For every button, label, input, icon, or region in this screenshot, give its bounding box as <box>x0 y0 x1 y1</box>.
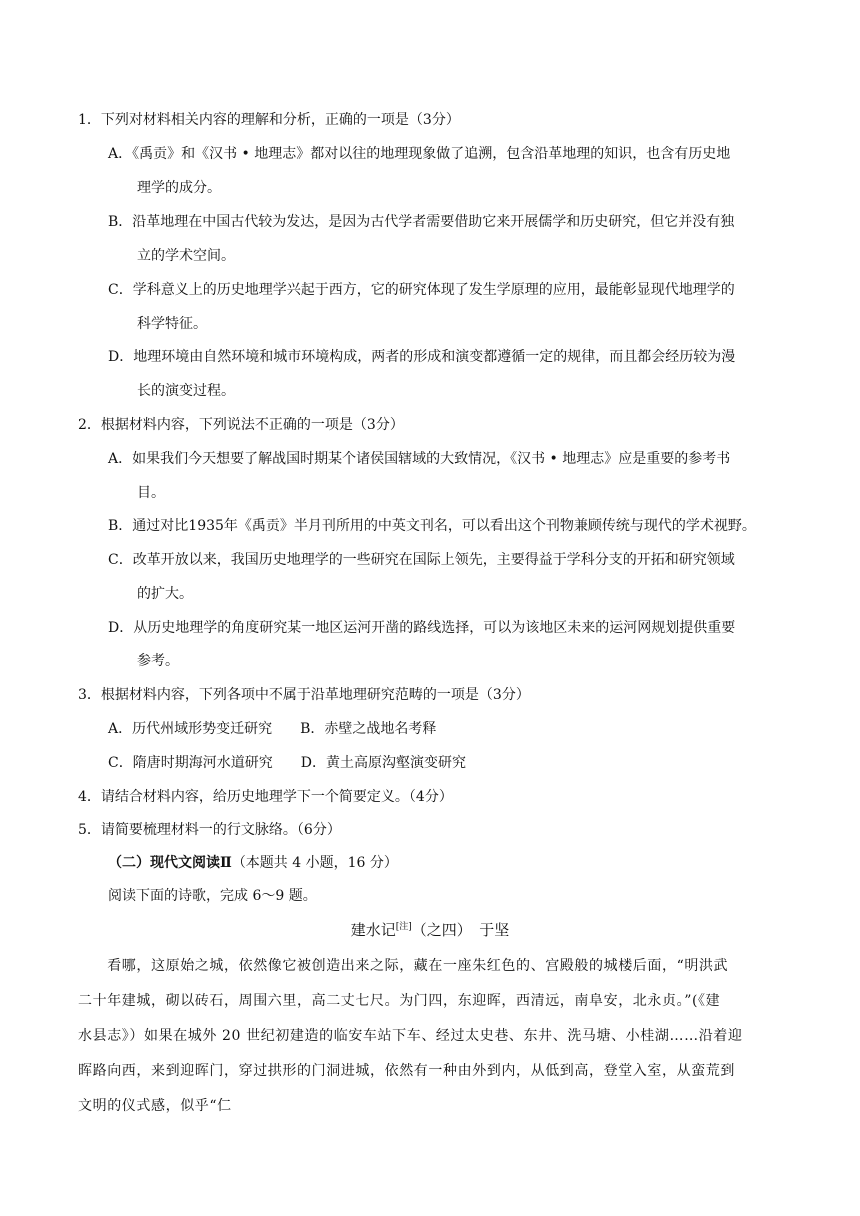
question-3-option-a: A．历代州域形势变迁研究 <box>108 721 273 737</box>
question-3-option-c: C．隋唐时期海河水道研究 <box>108 755 273 771</box>
question-1-option-b: B．沿革地理在中国古代较为发达，是因为古代学者需要借助它来开展儒学和历史研究，但它并没有独 <box>108 214 735 230</box>
question-1-option-c: C．学科意义上的历史地理学兴起于西方，它的研究体现了发生学原理的应用，最能彰显现代地理学的 <box>108 282 735 298</box>
section-heading <box>108 853 398 873</box>
question-2-option-d-cont: 参考。 <box>137 653 179 669</box>
question-1-option-b-cont: 立的学术空间。 <box>137 248 235 264</box>
question-3-stem: 3．根据材料内容，下列各项中不属于沿革地理研究范畴的一项是（3分） <box>78 687 530 703</box>
question-2-option-a-cont: 目。 <box>137 485 165 501</box>
question-2-option-c-cont: 的扩大。 <box>137 586 193 602</box>
reading-instruction: 阅读下面的诗歌，完成 6～9 题。 <box>108 888 317 904</box>
footnote-mark: [注] <box>395 922 412 932</box>
poem-title <box>0 920 860 940</box>
question-2-stem: 2．根据材料内容，下列说法不正确的一项是（3分） <box>78 417 404 433</box>
section-title: （二）现代文阅读Ⅱ <box>108 855 232 871</box>
poem-line-1: 看哪，这原始之城，依然像它被创造出来之际，藏在一座朱红色的、宫殿般的城楼后面，“明洪武 <box>78 958 729 974</box>
question-4-stem: 4．请结合材料内容，给历史地理学下一个简要定义。（4分） <box>78 789 453 805</box>
question-1-option-d-cont: 长的演变过程。 <box>137 383 235 399</box>
poem-line-5: 文明的仪式感，似乎“仁 <box>78 1098 232 1114</box>
poem-subtitle: （之四） 于坚 <box>411 921 510 939</box>
question-1-option-a-cont: 理学的成分。 <box>137 180 221 196</box>
poem-line-3: 水县志》）如果在城外 20 世纪初建造的临安车站下车、经过太史巷、东井、洗马塘、小桂湖……沿着迎 <box>78 1028 743 1044</box>
question-3-options-row-2 <box>108 753 466 773</box>
question-5-stem: 5．请简要梳理材料一的行文脉络。（6分） <box>78 822 341 838</box>
question-2-option-c: C．改革开放以来，我国历史地理学的一些研究在国际上领先，主要得益于学科分支的开拓和研究领域 <box>108 552 735 568</box>
question-1-option-a: A．《禹贡》和《汉书 • 地理志》都对以往的地理现象做了追溯，包含沿革地理的知识，也含有历史地 <box>108 146 731 162</box>
question-2-option-a: A．如果我们今天想要了解战国时期某个诸侯国辖域的大致情况，《汉书 • 地理志》应是重要的参考书 <box>108 451 731 467</box>
poem-line-4: 晖路向西，来到迎晖门，穿过拱形的门洞进城，依然有一种由外到内，从低到高，登堂入室，从蛮荒到 <box>78 1063 735 1079</box>
poem-line-2: 二十年建城，砌以砖石，周围六里，高二丈七尺。为门四，东迎晖，西清远，南阜安，北永贞。”(《建 <box>78 993 721 1009</box>
question-3-options-row-1 <box>108 719 436 739</box>
question-2-option-b: B．通过对比1935年《禹贡》半月刊所用的中英文刊名，可以看出这个刊物兼顾传统与现代的学术视野。 <box>108 518 756 534</box>
question-3-option-d: D．黄土高原沟壑演变研究 <box>300 755 466 771</box>
question-3-option-b: B．赤壁之战地名考释 <box>300 721 437 737</box>
poem-title-text: 建水记 <box>350 921 396 939</box>
question-1-stem: 1．下列对材料相关内容的理解和分析，正确的一项是（3分） <box>78 112 460 128</box>
question-1-option-d: D．地理环境由自然环境和城市环境构成，两者的形成和演变都遵循一定的规律，而且都会经历较为漫 <box>108 349 736 365</box>
question-2-option-d: D．从历史地理学的角度研究某一地区运河开凿的路线选择，可以为该地区未来的运河网规划提供重要 <box>108 620 736 636</box>
question-1-option-c-cont: 科学特征。 <box>137 316 207 332</box>
section-note: （本题共 4 小题，16 分） <box>231 855 398 871</box>
